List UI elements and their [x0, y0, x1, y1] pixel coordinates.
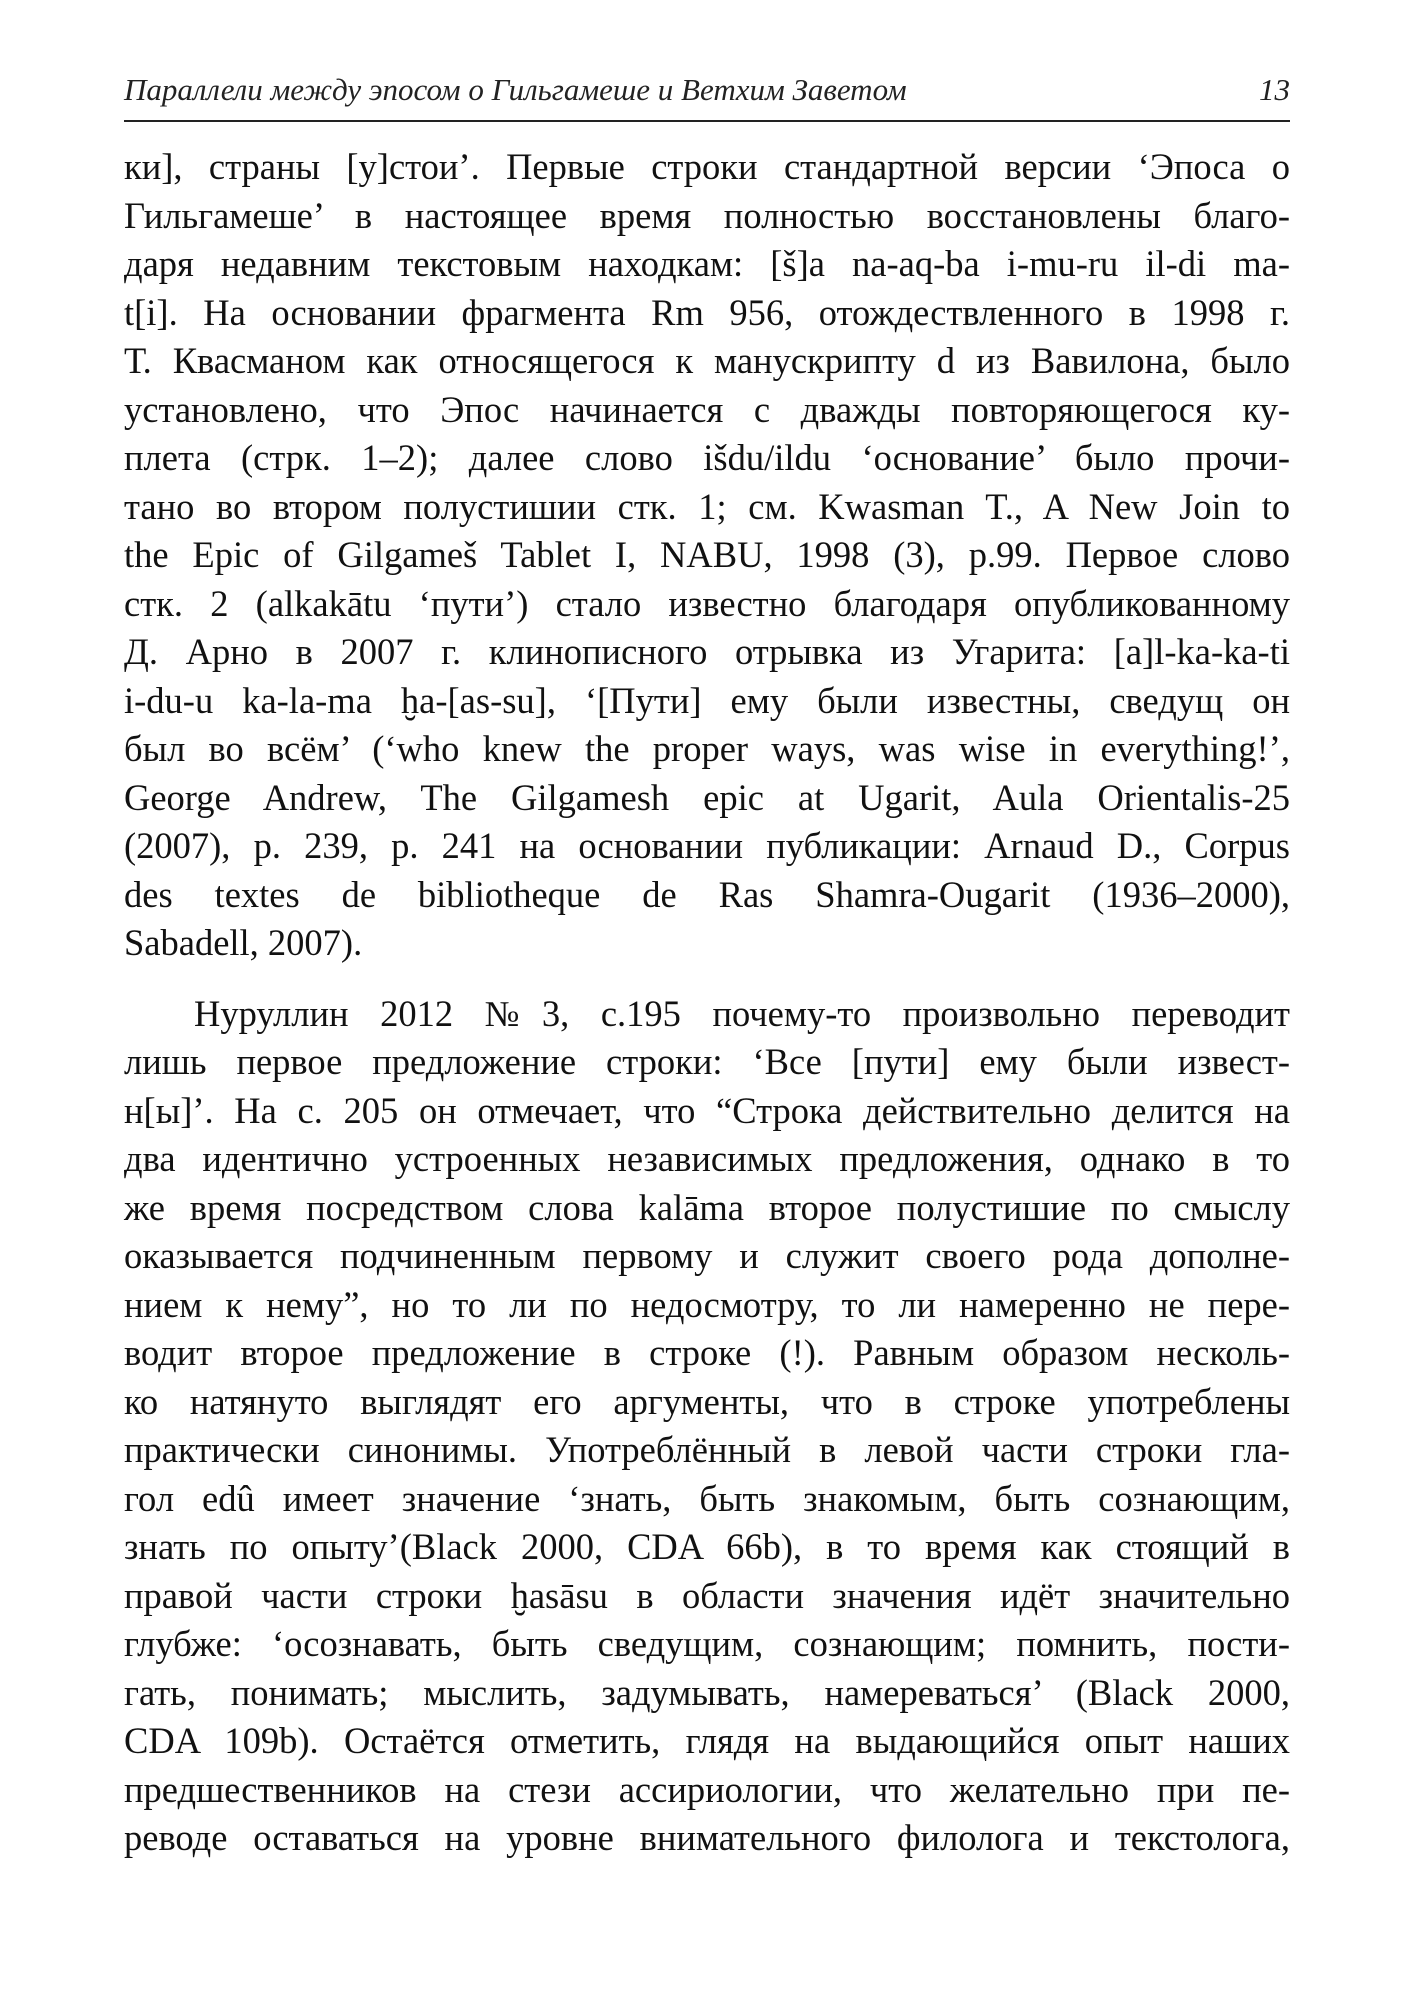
- text-line: (2007), p. 239, p. 241 на основании публикации: Arnaud D., Corpus: [124, 825, 1290, 866]
- text-line: George Andrew, The Gilgamesh epic at Ugarit, Aula Orientalis-25: [124, 776, 1290, 818]
- text-line: ко натянуто выглядят его аргументы, что в строке употреблены: [124, 1380, 1290, 1422]
- text-line: тано во втором полустишии стк. 1; см. Kwasman T., A New Join to: [124, 485, 1290, 527]
- text-line: водит второе предложение в строке (!). Равным образом несколь-: [124, 1332, 1290, 1373]
- text-line: оказывается подчиненным первому и служит своего рода дополне-: [124, 1235, 1290, 1276]
- text-line: лишь первое предложение строки: ‘Все [пути] ему были извест-: [124, 1041, 1290, 1082]
- text-line: Д. Арно в 2007 г. клинописного отрывка из Угарита: [a]l-ka-ka-ti: [124, 631, 1290, 672]
- text-line: ки], страны [у]стои’. Первые строки стандартной версии ‘Эпоса о: [124, 146, 1290, 187]
- text-line: t[i]. На основании фрагмента Rm 956, отождествленного в 1998 г.: [124, 291, 1290, 333]
- text-line: правой части строки ḫasāsu в области значения идёт значительно: [124, 1574, 1290, 1616]
- paragraph-gap: [124, 968, 1290, 990]
- text-line: знать по опыту’(Black 2000, CDA 66b), в то время как стоящий в: [124, 1526, 1290, 1567]
- text-line: был во всём’ (‘who knew the proper ways, was wise in everything!’,: [124, 728, 1290, 769]
- text-line: гать, понимать; мыслить, задумывать, намереваться’ (Black 2000,: [124, 1671, 1290, 1713]
- text-line: же время посредством слова kalāma второе полустишие по смыслу: [124, 1186, 1290, 1228]
- text-line: гол edû имеет значение ‘знать, быть знакомым, быть сознающим,: [124, 1477, 1290, 1519]
- body-text: [124, 143, 1290, 1863]
- text-line: практически синонимы. Употреблённый в левой части строки гла-: [124, 1429, 1290, 1470]
- text-line: глубже: ‘осознавать, быть сведущим, сознающим; помнить, пости-: [124, 1623, 1290, 1664]
- paragraph-1: [124, 143, 1290, 968]
- text-line: даря недавним текстовым находкам: [š]a na-aq-ba i-mu-ru il-di ma-: [124, 243, 1290, 284]
- running-title: Параллели между эпосом о Гильгамеше и Ветхим Заветом: [124, 72, 907, 107]
- text-line: плета (стрк. 1–2); далее слово išdu/ildu ‘основание’ было прочи-: [124, 437, 1290, 478]
- page-number: 13: [1259, 72, 1290, 107]
- text-line: Sabadell, 2007).: [124, 922, 363, 963]
- text-line: предшественников на стези ассириологии, что желательно при пе-: [124, 1768, 1290, 1810]
- paragraph-2: [124, 990, 1290, 1863]
- text-line: два идентично устроенных независимых предложения, однако в то: [124, 1138, 1290, 1179]
- text-line: установлено, что Эпос начинается с дважды повторяющегося ку-: [124, 388, 1290, 430]
- text-line: Гильгамеше’ в настоящее время полностью восстановлены благо-: [124, 194, 1290, 236]
- text-line: des textes de bibliotheque de Ras Shamra-Ougarit (1936–2000),: [124, 873, 1290, 915]
- text-line: н[ы]’. На с. 205 он отмечает, что “Строка действительно делится на: [124, 1089, 1290, 1131]
- text-line: реводе оставаться на уровне внимательного филолога и текстолога,: [124, 1817, 1290, 1858]
- text-line: CDA 109b). Остаётся отметить, глядя на выдающийся опыт наших: [124, 1720, 1290, 1761]
- text-line: Т. Квасманом как относящегося к манускрипту d из Вавилона, было: [124, 340, 1290, 381]
- text-line: the Epic of Gilgameš Tablet I, NABU, 1998 (3), p.99. Первое слово: [124, 534, 1290, 575]
- text-line: i-du-u ka-la-ma ḫa-[as-su], ‘[Пути] ему были известны, сведущ он: [124, 679, 1290, 721]
- text-line: нием к нему”, но то ли по недосмотру, то ли намеренно не пере-: [124, 1283, 1290, 1325]
- running-header: [124, 70, 1290, 122]
- text-line: Нуруллин 2012 №3, с.195 почему-то произвольно переводит: [194, 992, 1290, 1034]
- text-line: стк. 2 (alkakātu ‘пути’) стало известно благодаря опубликованному: [124, 582, 1290, 624]
